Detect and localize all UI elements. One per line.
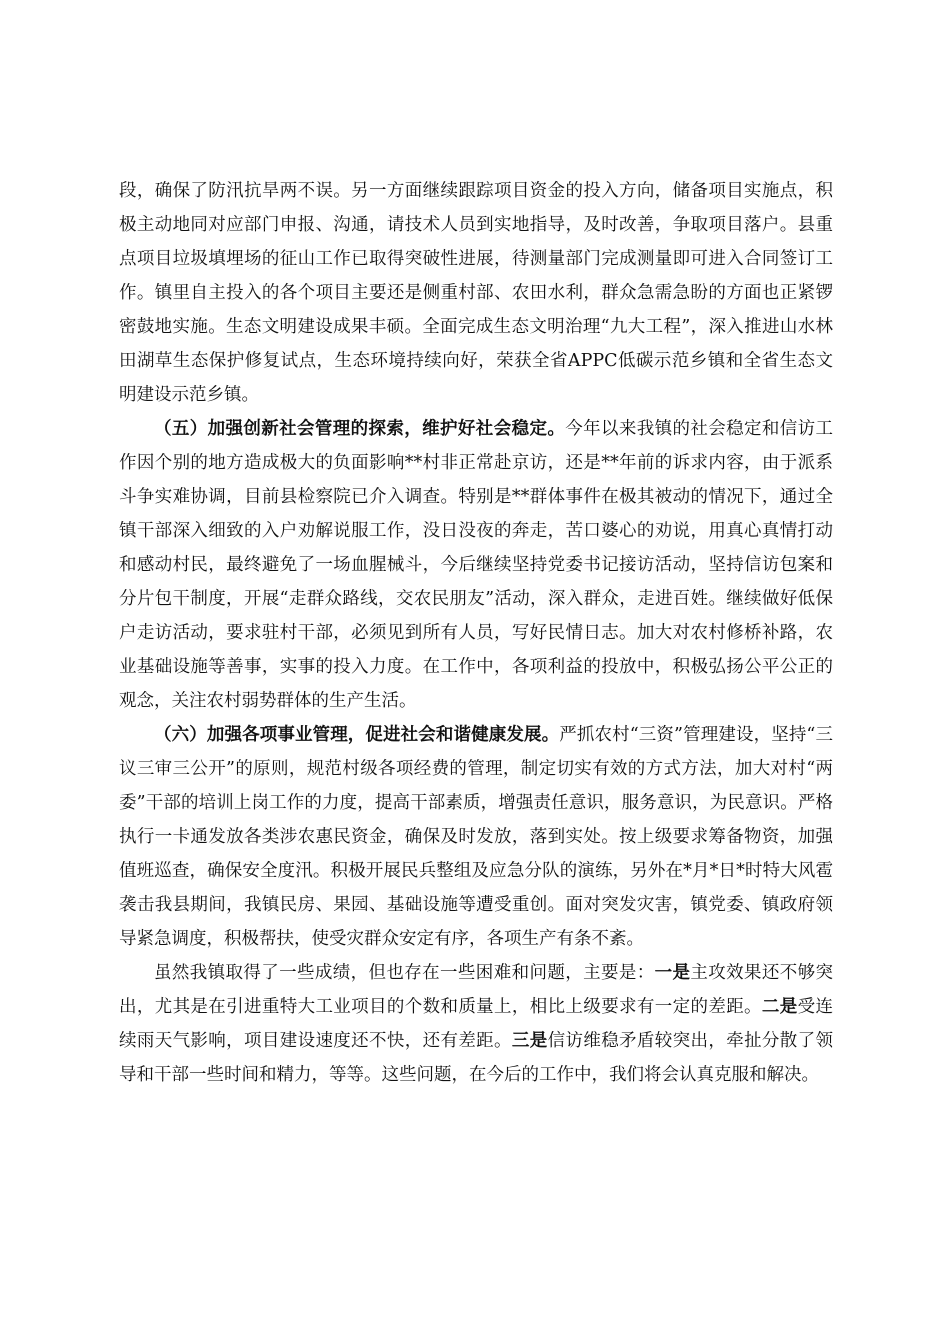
section-five-text: 今年以来我镇的社会稳定和信访工作因个别的地方造成极大的负面影响**村非正常赴京访，还是**年前的诉求内容，由于派系斗争实难协调，目前县检察院已介入调查。特别是**群体事件在极其被动的情况下，通过全镇干部深入细致的入户劝解说服工作，没日没夜的奔走，苦口婆心的劝说，用真心真情打动和感动村民，最终避免了一场血腥械斗，今后继续坚持党委书记接访活动，坚持信访包案和分片包干制度，开展“走群众路线，交农民朋友”活动，深入群众，走进百姓。继续做好低保户走访活动，要求驻村干部，必须见到所有人员，写好民情日志。加大对农村修桥补路，农业基础设施等善事，实事的投入力度。在工作中，各项利益的投放中，积极弘扬公平公正的观念，关注农村弱势群体的生产生活。 bbox=[119, 419, 833, 711]
paragraph-section-six bbox=[119, 718, 833, 956]
problems-intro: 虽然我镇取得了一些成绩，但也存在一些困难和问题，主要是： bbox=[154, 963, 655, 983]
paragraph-problems bbox=[119, 956, 833, 1092]
paragraph-section-five bbox=[119, 412, 833, 718]
paragraph-continuation bbox=[119, 174, 833, 412]
problem-three-text: 信访维稳矛盾较突出，牵扯分散了领导和干部一些时间和精力，等等。这些问题，在今后的工作中，我们将会认真克服和解决。 bbox=[119, 1031, 834, 1085]
problem-three-label: 三是 bbox=[511, 1031, 548, 1051]
section-six-text: 严抓农村“三资”管理建设，坚持“三议三审三公开”的原则，规范村级各项经费的管理，制定切实有效的方式方法，加大对村“两委”干部的培训上岗工作的力度，提高干部素质，增强责任意识，服务意识，为民意识。严格执行一卡通发放各类涉农惠民资金，确保及时发放，落到实处。按上级要求筹备物资，加强值班巡查，确保安全度汛。积极开展民兵整组及应急分队的演练，另外在*月*日*时特大风雹袭击我县期间，我镇民房、果园、基础设施等遭受重创。面对突发灾害，镇党委、镇政府领导紧急调度，积极帮扶，使受灾群众安定有序，各项生产有条不紊。 bbox=[119, 725, 833, 949]
problem-two-label: 二是 bbox=[761, 997, 798, 1017]
section-five-heading: （五）加强创新社会管理的探索，维护好社会稳定。 bbox=[154, 419, 566, 439]
document-page bbox=[119, 174, 833, 1092]
paragraph-text: 段，确保了防汛抗旱两不误。另一方面继续跟踪项目资金的投入方向，储备项目实施点，积极主动地同对应部门申报、沟通，请技术人员到实地指导，及时改善，争取项目落户。县重点项目垃圾填埋场的征山工作已取得突破性进展，待测量部门完成测量即可进入合同签订工作。镇里自主投入的各个项目主要还是侧重村部、农田水利，群众急需急盼的方面也正紧锣密鼓地实施。生态文明建设成果丰硕。全面完成生态文明治理“九大工程”，深入推进山水林田湖草生态保护修复试点，生态环境持续向好，荣获全省APPC低碳示范乡镇和全省生态文明建设示范乡镇。 bbox=[119, 181, 833, 405]
problem-one-text: 主攻效果还不够突出，尤其是在引进重特大工业项目的个数和质量上，相比上级要求有一定的差距。 bbox=[119, 963, 834, 1017]
section-six-heading: （六）加强各项事业管理，促进社会和谐健康发展。 bbox=[154, 725, 560, 745]
problem-one-label: 一是 bbox=[654, 963, 691, 983]
problem-two-text: 受连续雨天气影响，项目建设速度还不快，还有差距。 bbox=[119, 997, 833, 1051]
